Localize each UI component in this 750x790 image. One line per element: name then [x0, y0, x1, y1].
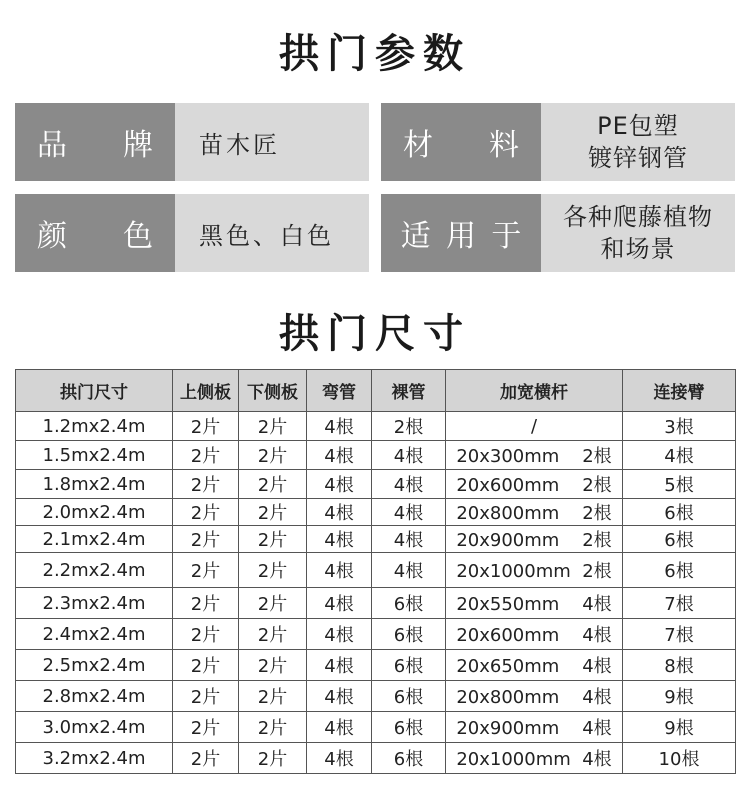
cell-bare-tube: 6根 [372, 619, 446, 650]
cell-upper-panel: 2片 [173, 743, 239, 774]
cell-wide-crossbar: 20x600mm 4根 [446, 619, 623, 650]
header-lower-panel: 下侧板 [239, 370, 307, 412]
cell-bare-tube: 6根 [372, 712, 446, 743]
cell-size: 2.0mx2.4m [16, 499, 173, 526]
table-row [16, 441, 736, 470]
section-title-arch-params: 拱门参数 [279, 31, 471, 77]
cell-lower-panel: 2片 [239, 588, 307, 619]
cell-size: 2.1mx2.4m [16, 526, 173, 553]
param-usage-label-char-1: 适 [400, 219, 431, 254]
cell-connecting-arm: 6根 [623, 499, 736, 526]
header-wide-crossbar: 加宽横杆 [446, 370, 623, 412]
table-row [16, 588, 736, 619]
param-brand [15, 103, 369, 181]
table-row [16, 553, 736, 588]
cell-upper-panel: 2片 [173, 681, 239, 712]
cell-bare-tube: 4根 [372, 470, 446, 499]
param-color-label-char-2: 色 [123, 219, 153, 254]
cell-bent-tube: 4根 [307, 712, 372, 743]
cell-size: 3.2mx2.4m [16, 743, 173, 774]
cell-bent-tube: 4根 [307, 650, 372, 681]
cell-connecting-arm: 5根 [623, 470, 736, 499]
cell-bare-tube: 6根 [372, 588, 446, 619]
cell-connecting-arm: 6根 [623, 526, 736, 553]
param-brand-label-char-1: 品 [37, 128, 67, 163]
header-upper-panel: 上侧板 [173, 370, 239, 412]
cell-upper-panel: 2片 [173, 619, 239, 650]
cell-lower-panel: 2片 [239, 681, 307, 712]
param-material-value [541, 103, 735, 181]
param-material-value-line-1: PE包塑 [597, 112, 679, 140]
size-table [15, 369, 736, 774]
cell-size: 2.5mx2.4m [16, 650, 173, 681]
section-title-arch-sizes: 拱门尺寸 [279, 311, 471, 357]
cell-bent-tube: 4根 [307, 441, 372, 470]
param-usage [381, 194, 735, 272]
cell-bare-tube: 2根 [372, 412, 446, 441]
cell-bare-tube: 4根 [372, 553, 446, 588]
cell-lower-panel: 2片 [239, 470, 307, 499]
cell-lower-panel: 2片 [239, 499, 307, 526]
cell-connecting-arm: 8根 [623, 650, 736, 681]
header-connecting-arm: 连接臂 [623, 370, 736, 412]
table-row [16, 712, 736, 743]
header-size: 拱门尺寸 [16, 370, 173, 412]
cell-upper-panel: 2片 [173, 441, 239, 470]
table-row [16, 470, 736, 499]
cell-size: 2.2mx2.4m [16, 553, 173, 588]
cell-bent-tube: 4根 [307, 619, 372, 650]
cell-bent-tube: 4根 [307, 470, 372, 499]
cell-lower-panel: 2片 [239, 412, 307, 441]
cell-upper-panel: 2片 [173, 588, 239, 619]
cell-lower-panel: 2片 [239, 553, 307, 588]
table-row [16, 499, 736, 526]
cell-lower-panel: 2片 [239, 441, 307, 470]
cell-lower-panel: 2片 [239, 712, 307, 743]
cell-wide-crossbar: 20x800mm 2根 [446, 499, 623, 526]
cell-lower-panel: 2片 [239, 743, 307, 774]
cell-bent-tube: 4根 [307, 499, 372, 526]
cell-size: 1.8mx2.4m [16, 470, 173, 499]
table-row [16, 619, 736, 650]
cell-wide-crossbar: 20x1000mm 2根 [446, 553, 623, 588]
cell-connecting-arm: 7根 [623, 619, 736, 650]
param-usage-label-char-2: 用 [445, 219, 476, 254]
table-header-row [16, 370, 736, 412]
cell-bent-tube: 4根 [307, 412, 372, 441]
param-brand-label-char-2: 牌 [123, 128, 153, 163]
cell-connecting-arm: 3根 [623, 412, 736, 441]
param-usage-value-line-2: 和场景 [600, 235, 676, 263]
cell-bent-tube: 4根 [307, 526, 372, 553]
cell-size: 2.3mx2.4m [16, 588, 173, 619]
param-material-label-char-1: 材 [403, 128, 433, 163]
table-row [16, 650, 736, 681]
cell-connecting-arm: 4根 [623, 441, 736, 470]
cell-size: 1.5mx2.4m [16, 441, 173, 470]
cell-size: 1.2mx2.4m [16, 412, 173, 441]
cell-size: 2.8mx2.4m [16, 681, 173, 712]
cell-bent-tube: 4根 [307, 743, 372, 774]
param-usage-label-char-3: 于 [491, 219, 522, 254]
cell-lower-panel: 2片 [239, 526, 307, 553]
cell-wide-crossbar: 20x550mm 4根 [446, 588, 623, 619]
cell-connecting-arm: 9根 [623, 681, 736, 712]
cell-connecting-arm: 10根 [623, 743, 736, 774]
cell-lower-panel: 2片 [239, 619, 307, 650]
cell-wide-crossbar: 20x900mm 4根 [446, 712, 623, 743]
cell-bare-tube: 4根 [372, 499, 446, 526]
cell-upper-panel: 2片 [173, 650, 239, 681]
table-row [16, 743, 736, 774]
param-brand-value: 苗木匠 [175, 103, 369, 181]
cell-wide-crossbar: 20x800mm 4根 [446, 681, 623, 712]
cell-bare-tube: 6根 [372, 681, 446, 712]
param-usage-label [381, 194, 541, 272]
cell-bare-tube: 6根 [372, 650, 446, 681]
cell-bent-tube: 4根 [307, 681, 372, 712]
cell-wide-crossbar: 20x650mm 4根 [446, 650, 623, 681]
cell-connecting-arm: 6根 [623, 553, 736, 588]
param-usage-value-line-1: 各种爬藤植物 [563, 203, 713, 231]
cell-upper-panel: 2片 [173, 553, 239, 588]
cell-upper-panel: 2片 [173, 712, 239, 743]
table-row [16, 412, 736, 441]
param-color-label-char-1: 颜 [37, 219, 67, 254]
param-material-label-char-2: 料 [489, 128, 519, 163]
cell-wide-crossbar: / [446, 412, 623, 441]
cell-upper-panel: 2片 [173, 499, 239, 526]
header-bent-tube: 弯管 [307, 370, 372, 412]
cell-upper-panel: 2片 [173, 470, 239, 499]
param-usage-value [541, 194, 735, 272]
cell-upper-panel: 2片 [173, 412, 239, 441]
param-color-value: 黑色、白色 [175, 194, 369, 272]
cell-bent-tube: 4根 [307, 553, 372, 588]
cell-wide-crossbar: 20x300mm 2根 [446, 441, 623, 470]
param-material-label [381, 103, 541, 181]
param-brand-label [15, 103, 175, 181]
param-material-value-line-2: 镀锌钢管 [588, 144, 688, 172]
header-bare-tube: 裸管 [372, 370, 446, 412]
cell-lower-panel: 2片 [239, 650, 307, 681]
cell-wide-crossbar: 20x900mm 2根 [446, 526, 623, 553]
cell-upper-panel: 2片 [173, 526, 239, 553]
cell-size: 3.0mx2.4m [16, 712, 173, 743]
cell-wide-crossbar: 20x1000mm 4根 [446, 743, 623, 774]
cell-bare-tube: 4根 [372, 441, 446, 470]
cell-size: 2.4mx2.4m [16, 619, 173, 650]
cell-connecting-arm: 7根 [623, 588, 736, 619]
cell-connecting-arm: 9根 [623, 712, 736, 743]
param-color-label [15, 194, 175, 272]
cell-bare-tube: 6根 [372, 743, 446, 774]
cell-bare-tube: 4根 [372, 526, 446, 553]
param-material [381, 103, 735, 181]
cell-wide-crossbar: 20x600mm 2根 [446, 470, 623, 499]
table-row [16, 526, 736, 553]
table-row [16, 681, 736, 712]
cell-bent-tube: 4根 [307, 588, 372, 619]
param-color [15, 194, 369, 272]
